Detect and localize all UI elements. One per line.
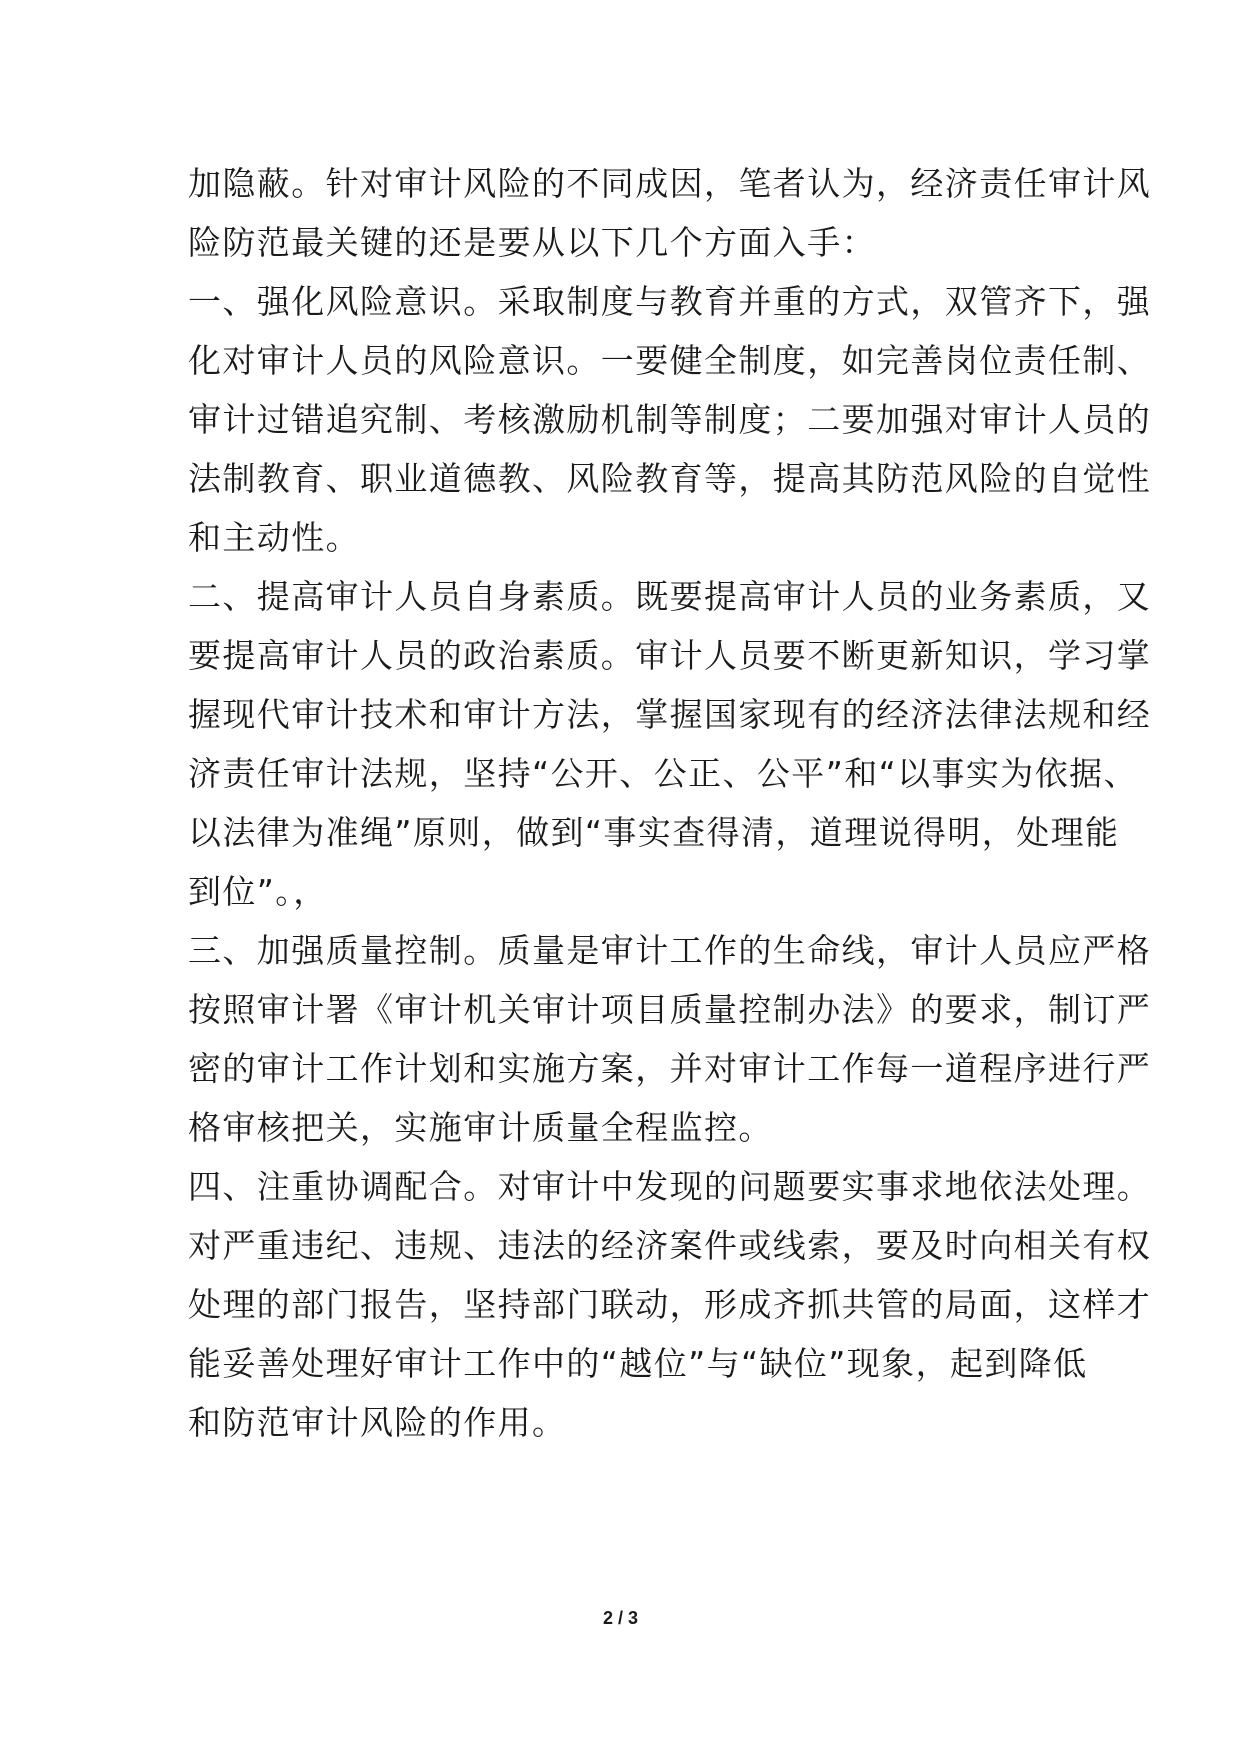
text-line: 和主动性。 (188, 518, 360, 557)
text-line: 能妥善处理好审计工作中的“越位”与“缺位”现象，起到降低 (188, 1344, 1088, 1383)
text-line: 二、提高审计人员自身素质。既要提高审计人员的业务素质，又 (188, 577, 1152, 616)
text-line: 到位”。， (188, 872, 328, 911)
text-line: 化对审计人员的风险意识。一要健全制度，如完善岗位责任制、 (188, 341, 1152, 380)
text-line: 审计过错追究制、考核激励机制等制度；二要加强对审计人员的 (188, 400, 1152, 439)
text-line: 险防范最关键的还是要从以下几个方面入手： (188, 223, 876, 262)
text-line: 要提高审计人员的政治素质。审计人员要不断更新知识，学习掌 (188, 636, 1152, 675)
text-line: 按照审计署《审计机关审计项目质量控制办法》的要求，制订严 (188, 990, 1152, 1029)
text-line: 和防范审计风险的作用。 (188, 1403, 567, 1442)
text-line: 三、加强质量控制。质量是审计工作的生命线，审计人员应严格 (188, 931, 1152, 970)
text-line: 四、注重协调配合。对审计中发现的问题要实事求地依法处理。 (188, 1167, 1152, 1206)
text-line: 密的审计工作计划和实施方案，并对审计工作每一道程序进行严 (188, 1049, 1152, 1088)
text-line: 以法律为准绳”原则，做到“事实查得清，道理说得明，处理能 (188, 813, 1120, 852)
page-number: 2 / 3 (602, 1608, 639, 1628)
text-line: 对严重违纪、违规、违法的经济案件或线索，要及时向相关有权 (188, 1226, 1152, 1265)
text-line: 济责任审计法规，坚持“公开、公正、公平”和“以事实为依据、 (188, 754, 1138, 793)
text-line: 处理的部门报告，坚持部门联动，形成齐抓共管的局面，这样才 (188, 1285, 1152, 1324)
text-line: 一、强化风险意识。采取制度与教育并重的方式，双管齐下，强 (188, 282, 1152, 321)
text-line: 法制教育、职业道德教、风险教育等，提高其防范风险的自觉性 (188, 459, 1152, 498)
text-line: 格审核把关，实施审计质量全程监控。 (188, 1108, 773, 1147)
text-line: 握现代审计技术和审计方法，掌握国家现有的经济法律法规和经 (188, 695, 1152, 734)
text-line: 加隐蔽。针对审计风险的不同成因，笔者认为，经济责任审计风 (188, 164, 1152, 203)
